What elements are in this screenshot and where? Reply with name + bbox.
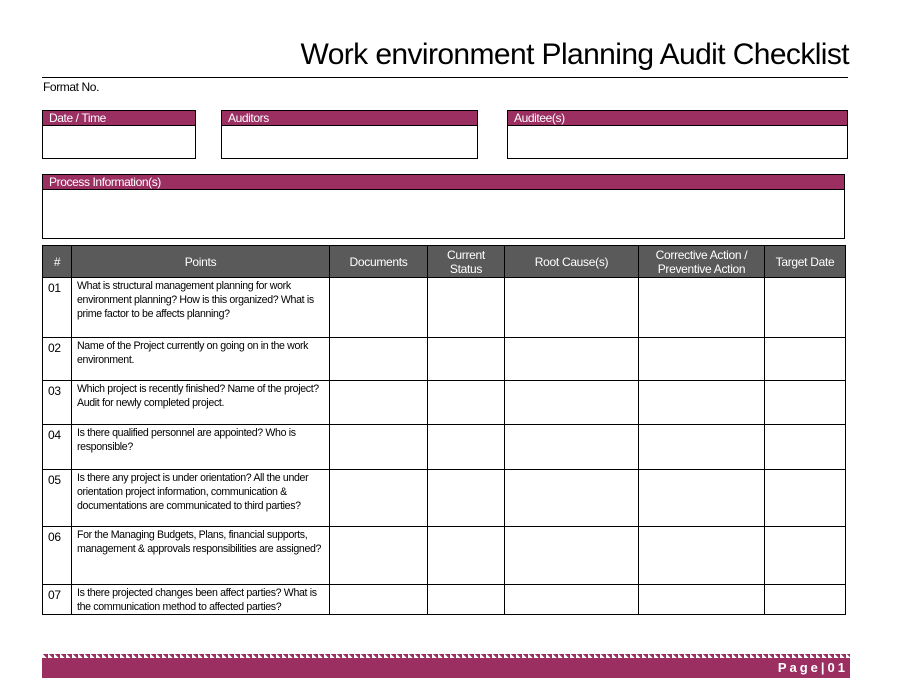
page-title: Work environment Planning Audit Checklist [300, 38, 849, 71]
root-cause-cell[interactable] [505, 338, 639, 381]
root-cause-cell[interactable] [505, 470, 639, 527]
table-row [43, 527, 846, 585]
row-point: For the Managing Budgets, Plans, financial supports, management & approvals responsibilities are assigned? [72, 527, 330, 585]
target-date-cell[interactable] [765, 381, 846, 425]
process-information-box[interactable] [42, 174, 845, 239]
corrective-action-cell[interactable] [639, 381, 765, 425]
corrective-action-cell[interactable] [639, 470, 765, 527]
current-status-cell[interactable] [428, 278, 505, 338]
row-number: 01 [43, 278, 72, 338]
table-row [43, 470, 846, 527]
row-number: 04 [43, 425, 72, 470]
column-header-current-status: Current Status [428, 246, 505, 278]
target-date-cell[interactable] [765, 425, 846, 470]
target-date-cell[interactable] [765, 338, 846, 381]
root-cause-cell[interactable] [505, 381, 639, 425]
documents-cell[interactable] [330, 527, 428, 585]
target-date-cell[interactable] [765, 527, 846, 585]
root-cause-cell[interactable] [505, 527, 639, 585]
target-date-cell[interactable] [765, 470, 846, 527]
row-number: 03 [43, 381, 72, 425]
column-header-number: # [43, 246, 72, 278]
target-date-cell[interactable] [765, 585, 846, 615]
row-number: 07 [43, 585, 72, 615]
auditors-label: Auditors [222, 111, 477, 126]
table-row [43, 381, 846, 425]
column-header-points: Points [72, 246, 330, 278]
page-number: Page|01 [777, 660, 848, 675]
row-number: 02 [43, 338, 72, 381]
corrective-action-cell[interactable] [639, 585, 765, 615]
documents-cell[interactable] [330, 470, 428, 527]
current-status-cell[interactable] [428, 470, 505, 527]
date-time-label: Date / Time [43, 111, 195, 126]
root-cause-cell[interactable] [505, 278, 639, 338]
audit-checklist-table [42, 245, 846, 615]
row-point: Is there projected changes been affect parties? What is the communication method to affected parties? [72, 585, 330, 615]
title-divider [42, 77, 848, 78]
documents-cell[interactable] [330, 381, 428, 425]
table-row [43, 585, 846, 615]
row-number: 06 [43, 527, 72, 585]
column-header-target-date: Target Date [765, 246, 846, 278]
row-point: Which project is recently finished? Name of the project? Audit for newly completed project. [72, 381, 330, 425]
table-row [43, 278, 846, 338]
column-header-root-causes: Root Cause(s) [505, 246, 639, 278]
footer-bar [42, 658, 850, 678]
column-header-corrective-action: Corrective Action / Preventive Action [639, 246, 765, 278]
documents-cell[interactable] [330, 338, 428, 381]
current-status-cell[interactable] [428, 338, 505, 381]
corrective-action-cell[interactable] [639, 425, 765, 470]
process-information-label: Process Information(s) [43, 175, 844, 190]
documents-cell[interactable] [330, 278, 428, 338]
date-time-box[interactable] [42, 110, 196, 159]
table-header-row [43, 246, 846, 278]
row-number: 05 [43, 470, 72, 527]
table-row [43, 425, 846, 470]
auditees-label: Auditee(s) [508, 111, 847, 126]
corrective-action-cell[interactable] [639, 278, 765, 338]
row-point: Name of the Project currently on going on in the work environment. [72, 338, 330, 381]
auditees-box[interactable] [507, 110, 848, 159]
target-date-cell[interactable] [765, 278, 846, 338]
current-status-cell[interactable] [428, 381, 505, 425]
current-status-cell[interactable] [428, 425, 505, 470]
auditors-box[interactable] [221, 110, 478, 159]
column-header-documents: Documents [330, 246, 428, 278]
row-point: What is structural management planning for work environment planning? How is this organized? What is prime factor to be affects planning? [72, 278, 330, 338]
corrective-action-cell[interactable] [639, 527, 765, 585]
documents-cell[interactable] [330, 425, 428, 470]
root-cause-cell[interactable] [505, 585, 639, 615]
current-status-cell[interactable] [428, 585, 505, 615]
row-point: Is there any project is under orientation? All the under orientation project information, communication & documentations are communicated to third parties? [72, 470, 330, 527]
documents-cell[interactable] [330, 585, 428, 615]
root-cause-cell[interactable] [505, 425, 639, 470]
row-point: Is there qualified personnel are appointed? Who is responsible? [72, 425, 330, 470]
current-status-cell[interactable] [428, 527, 505, 585]
table-row [43, 338, 846, 381]
corrective-action-cell[interactable] [639, 338, 765, 381]
format-number-label: Format No. [43, 80, 100, 94]
